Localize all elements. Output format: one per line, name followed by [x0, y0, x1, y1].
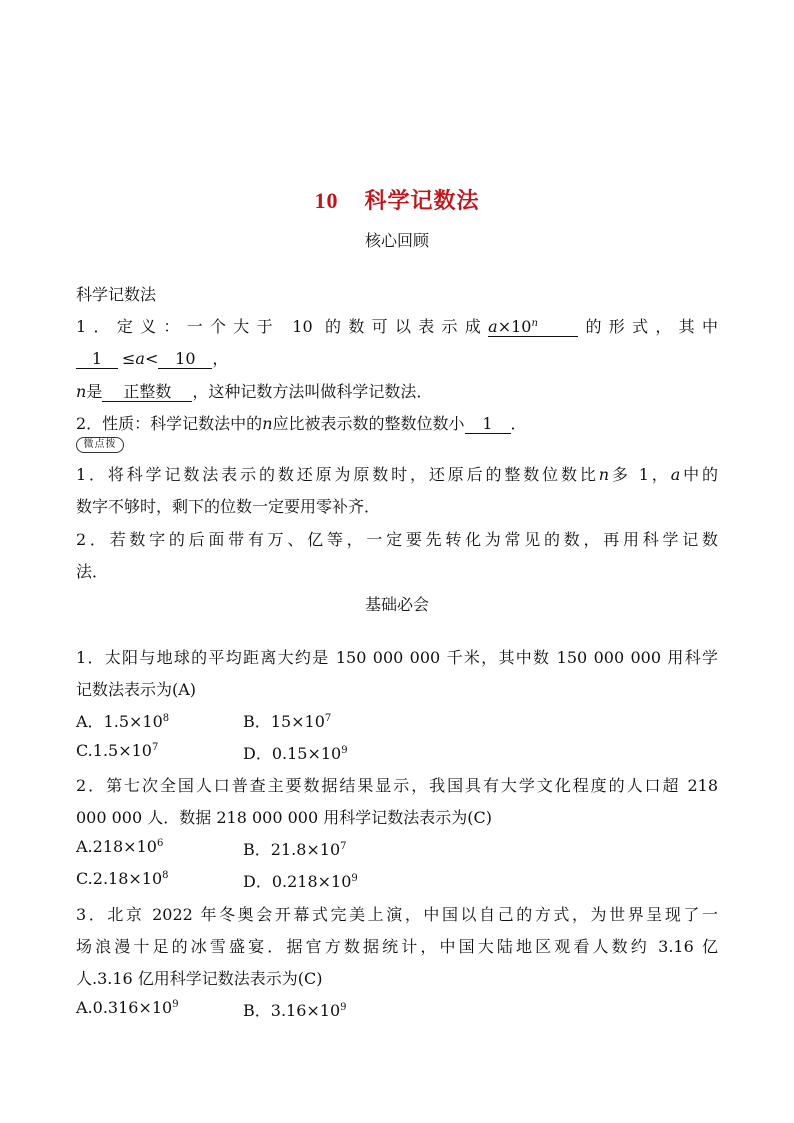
- answer-a: a: [488, 317, 498, 336]
- option-text: A．1.5×10: [76, 712, 163, 731]
- q1-stem-line-1: 1．太阳与地球的平均距离大约是 150 000 000 千米，其中数 150 000 000 用科学: [76, 648, 718, 667]
- q3-option-a: [76, 998, 179, 1017]
- q2-option-a: [76, 837, 163, 856]
- q2-option-d: [243, 869, 358, 892]
- option-exponent: 7: [324, 713, 332, 724]
- option-exponent: 7: [151, 742, 159, 753]
- option-text: D．0.218×10: [243, 872, 352, 891]
- option-text: B．15×10: [243, 712, 325, 731]
- answer-blank-property: 1: [465, 415, 511, 434]
- option-text: C.2.18×10: [76, 869, 163, 888]
- option-exponent: 8: [162, 870, 169, 881]
- answer-blank-upper: 10: [158, 350, 212, 369]
- option-exponent: 9: [172, 999, 179, 1010]
- q1-option-b: [243, 709, 331, 732]
- q1-option-d: [243, 741, 348, 764]
- property-text-mid: 应比被表示数的整数位数小: [272, 414, 465, 433]
- q1-stem-line-2: 记数法表示为(A): [76, 680, 197, 699]
- comma: ，: [212, 349, 229, 368]
- answer-blank-form: [488, 318, 578, 337]
- lt-symbol: <: [144, 349, 159, 368]
- option-text: B．3.16×10: [243, 1001, 341, 1020]
- q3-option-b: [243, 998, 347, 1021]
- property-text: 2．性质：科学记数法中的: [76, 414, 263, 433]
- definition-text: 1．定义：一个大于 10 的数可以表示成: [76, 317, 489, 336]
- option-text: C.1.5×10: [76, 741, 152, 760]
- topic-heading: 科学记数法: [76, 285, 157, 304]
- tip-1-line-1: [76, 462, 718, 485]
- option-text: D．0.15×10: [243, 744, 342, 763]
- definition-text-post: 的形式，其中: [578, 317, 718, 336]
- q2-option-b: [243, 837, 347, 860]
- tip-1-line-2: 数字不够时，剩下的位数一定要用零补齐．: [76, 497, 381, 516]
- option-exponent: 8: [162, 713, 170, 724]
- var-a: a: [135, 349, 145, 368]
- option-exponent: 9: [341, 745, 348, 756]
- title-number: 10: [314, 188, 339, 213]
- q1-option-a: [76, 709, 169, 732]
- option-exponent: 9: [351, 873, 358, 884]
- q1-option-c: [76, 741, 158, 760]
- definition-line-3: [76, 379, 432, 402]
- definition-line-2: [76, 346, 228, 369]
- property-line: [76, 411, 527, 434]
- page-title: [0, 184, 794, 215]
- tip-2-line-1: 2．若数字的后面带有万、亿等，一定要先转化为常见的数，再用科学记数: [76, 530, 718, 549]
- tip-text: 中的: [680, 465, 718, 484]
- option-exponent: 6: [156, 838, 164, 849]
- tip-badge: 微点拨: [76, 437, 124, 453]
- definition-is: 是: [86, 382, 103, 401]
- leq-symbol: ≤: [122, 349, 136, 368]
- section-heading-basic: 基础必会: [364, 595, 429, 614]
- option-text: A.0.316×10: [76, 998, 173, 1017]
- option-exponent: 9: [340, 1002, 347, 1013]
- q2-stem-line-1: 2．第七次全国人口普查主要数据结果显示，我国具有大学文化程度的人口超 218: [76, 776, 718, 795]
- var-n: n: [262, 414, 273, 433]
- option-text: A.218×10: [76, 837, 157, 856]
- definition-conclusion: ，这种记数方法叫做科学记数法．: [192, 382, 433, 401]
- option-exponent: 7: [340, 841, 347, 852]
- tip-2-line-2: 法．: [76, 562, 109, 581]
- q3-stem-line-3: 人.3.16 亿用科学记数法表示为(C): [76, 969, 323, 988]
- tip-text: 多 1，: [609, 465, 671, 484]
- answer-blank-integer: 正整数: [102, 383, 192, 402]
- option-text: B．21.8×10: [243, 840, 341, 859]
- tip-text: 1．将科学记数法表示的数还原为原数时，还原后的整数位数比: [76, 465, 599, 484]
- var-n: n: [598, 465, 610, 484]
- q3-stem-line-1: 3．北京 2022 年冬奥会开幕式完美上演，中国以自己的方式，为世界呈现了一: [76, 905, 718, 924]
- answer-exp: n: [531, 318, 538, 329]
- title-text: 科学记数法: [364, 189, 480, 214]
- period: ．: [510, 414, 527, 433]
- answer-blank-lower: 1: [76, 350, 118, 369]
- answer-times: ×10: [497, 317, 532, 336]
- q2-option-c: [76, 869, 169, 888]
- q3-stem-line-2: 场浪漫十足的冰雪盛宴．据官方数据统计，中国大陆地区观看人数约 3.16 亿: [76, 937, 718, 956]
- var-n: n: [76, 382, 87, 401]
- q2-stem-line-2: 000 000 人．数据 218 000 000 用科学记数法表示为(C): [76, 808, 492, 827]
- definition-line-1: [76, 314, 718, 337]
- var-a: a: [670, 465, 681, 484]
- section-heading-review: 核心回顾: [364, 231, 429, 250]
